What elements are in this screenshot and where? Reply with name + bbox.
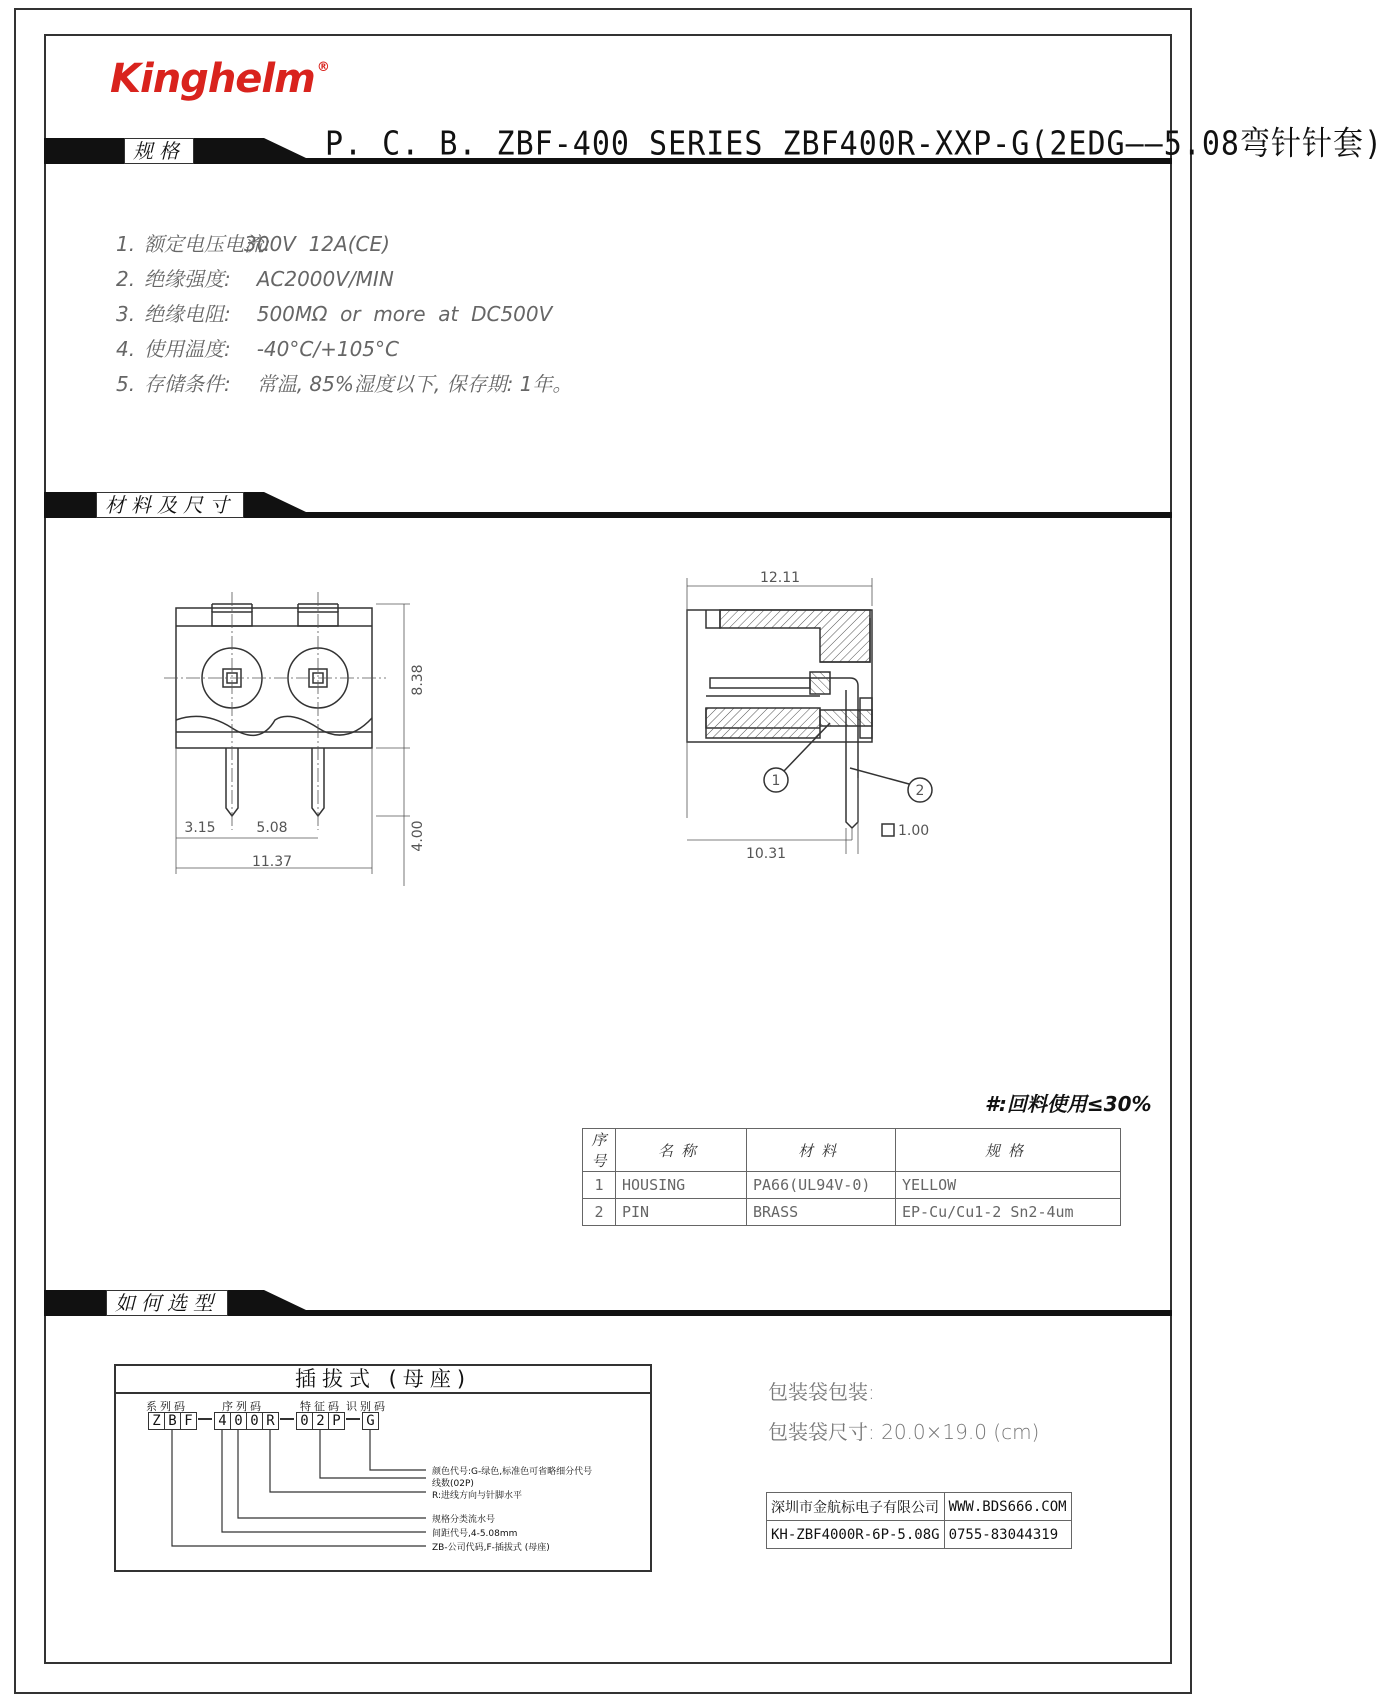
group-label: 系列码 xyxy=(146,1400,188,1413)
code-cell: P xyxy=(328,1412,345,1430)
spec-list xyxy=(116,228,572,403)
part-number: KH-ZBF4000R-6P-5.08G xyxy=(767,1521,945,1549)
callout-2: 2 xyxy=(915,783,925,799)
side-view-drawing xyxy=(680,558,940,868)
dim-pin-length: 4.00 xyxy=(410,820,426,852)
spec-num: 3. xyxy=(116,302,136,326)
packaging-method: 包装袋包装: xyxy=(768,1380,875,1404)
code-description: 间距代号,4-5.08mm xyxy=(432,1529,518,1539)
spec-row xyxy=(116,228,572,263)
spec-value: 500MΩ or more at DC500V xyxy=(244,302,553,326)
spec-row xyxy=(116,368,572,403)
section-title-specs: 规格 xyxy=(124,138,194,164)
section-title-ordering: 如何选型 xyxy=(106,1290,228,1316)
spec-row xyxy=(116,263,572,298)
bom-cell: 1 xyxy=(583,1172,616,1199)
code-description: R:进线方向与针脚水平 xyxy=(432,1491,523,1501)
ordering-title: 插拔式 (母座) xyxy=(116,1366,650,1394)
table-row xyxy=(767,1521,1072,1549)
bom-header-material: 材料 xyxy=(747,1129,896,1172)
code-description: ZB-公司代码,F-插拔式 (母座) xyxy=(432,1543,550,1553)
spec-row xyxy=(116,333,572,368)
code-description: 颜色代号:G-绿色,标准色可省略细分代号 xyxy=(432,1467,593,1477)
dim-bottom: 10.31 xyxy=(745,846,787,862)
code-cell: G xyxy=(362,1412,379,1430)
logo-text: Kinghelm xyxy=(110,56,315,102)
dim-pin-square: 1.00 xyxy=(898,823,930,839)
code-cell: B xyxy=(164,1412,181,1430)
bom-cell: BRASS xyxy=(747,1199,896,1226)
spec-label: 绝缘强度: xyxy=(144,267,231,291)
ordering-code-box xyxy=(114,1364,652,1572)
code-description: 规格分类流水号 xyxy=(432,1515,496,1525)
packaging-size: 包装袋尺寸: 20.0×19.0 (cm) xyxy=(768,1420,1040,1444)
group-label: 识别码 xyxy=(346,1400,388,1413)
spec-label: 使用温度: xyxy=(144,337,231,361)
code-description: 线数(02P) xyxy=(432,1479,474,1489)
dim-top: 12.11 xyxy=(759,570,801,586)
bom-header-row xyxy=(583,1129,1121,1172)
spec-value: -40°C/+105°C xyxy=(244,337,399,361)
code-cell: Z xyxy=(148,1412,165,1430)
code-cell: 0 xyxy=(296,1412,313,1430)
bom-cell: YELLOW xyxy=(896,1172,1121,1199)
spec-num: 1. xyxy=(116,232,136,256)
dim-pitch: 5.08 xyxy=(256,820,288,836)
spec-value: AC2000V/MIN xyxy=(244,267,394,291)
spec-label: 存储条件: xyxy=(144,372,231,396)
company-phone: 0755-83044319 xyxy=(944,1521,1071,1549)
table-row xyxy=(583,1199,1121,1226)
spec-label: 绝缘电阻: xyxy=(144,302,231,326)
document-title: P. C. B. ZBF-400 SERIES ZBF400R-XXP-G(2EDG——5.08弯针针套) xyxy=(325,124,1383,164)
spec-num: 2. xyxy=(116,267,136,291)
section-bar-materials xyxy=(44,492,1172,517)
bom-table xyxy=(582,1128,1121,1226)
spec-label: 额定电压电流: xyxy=(144,232,271,256)
company-info-table xyxy=(766,1492,1072,1549)
bom-cell: PIN xyxy=(616,1199,747,1226)
recycle-note: #:回料使用≤30% xyxy=(985,1092,1152,1116)
spec-row xyxy=(116,298,572,333)
section-title-materials: 材料及尺寸 xyxy=(96,492,244,518)
code-cell: 0 xyxy=(230,1412,247,1430)
bom-cell: EP-Cu/Cu1-2 Sn2-4um xyxy=(896,1199,1121,1226)
code-cell: F xyxy=(180,1412,197,1430)
section-bar-ordering xyxy=(44,1290,1172,1315)
spec-num: 4. xyxy=(116,337,136,361)
bom-header-name: 名称 xyxy=(616,1129,747,1172)
table-row xyxy=(583,1172,1121,1199)
dim-height: 8.38 xyxy=(410,664,426,696)
group-label: 序列码 xyxy=(222,1400,264,1413)
group-label: 特征码 xyxy=(300,1400,342,1413)
registered-mark: ® xyxy=(316,60,329,75)
front-view-drawing xyxy=(160,590,440,890)
brand-logo xyxy=(110,56,329,102)
bom-header-no: 序号 xyxy=(583,1129,616,1172)
dim-offset: 3.15 xyxy=(184,820,216,836)
spec-value: 300V 12A(CE) xyxy=(244,232,390,256)
code-cell: 4 xyxy=(214,1412,231,1430)
bom-cell: PA66(UL94V-0) xyxy=(747,1172,896,1199)
callout-1: 1 xyxy=(771,773,781,789)
bom-header-spec: 规格 xyxy=(896,1129,1121,1172)
table-row xyxy=(767,1493,1072,1521)
bom-cell: HOUSING xyxy=(616,1172,747,1199)
code-cell: 0 xyxy=(246,1412,263,1430)
spec-num: 5. xyxy=(116,372,136,396)
dim-width: 11.37 xyxy=(251,854,293,870)
bom-cell: 2 xyxy=(583,1199,616,1226)
spec-value: 常温, 85%湿度以下, 保存期: 1年。 xyxy=(244,372,573,396)
code-cell: 2 xyxy=(312,1412,329,1430)
company-website: WWW.BDS666.COM xyxy=(944,1493,1071,1521)
company-name: 深圳市金航标电子有限公司 xyxy=(767,1493,945,1521)
code-cell: R xyxy=(262,1412,279,1430)
